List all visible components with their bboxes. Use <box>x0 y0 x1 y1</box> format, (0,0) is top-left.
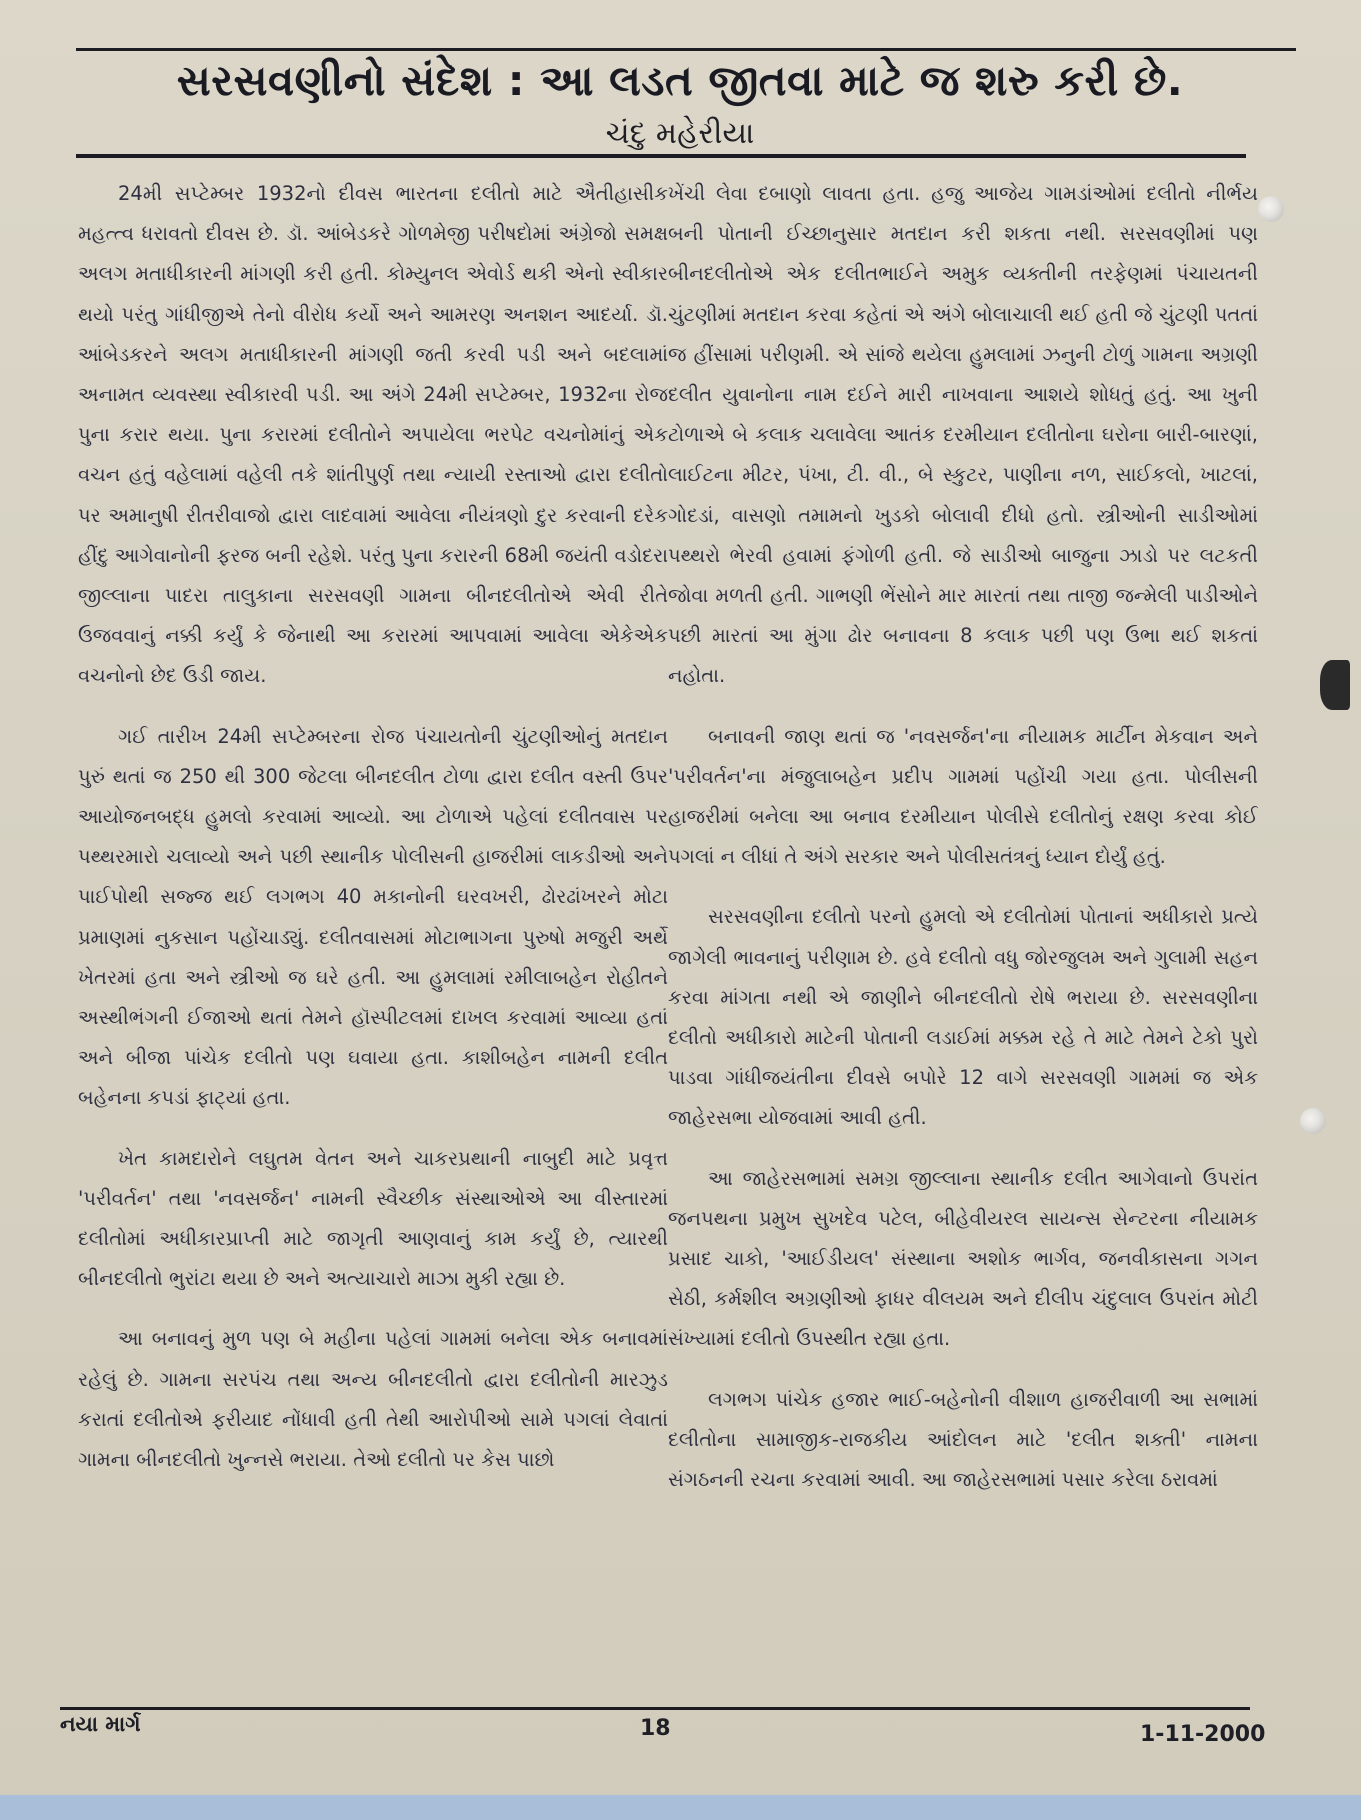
footer-rule <box>60 1707 1250 1710</box>
paragraph: આ બનાવનું મુળ પણ બે મહીના પહેલાં ગામમાં બનેલા એક બનાવમાં રહેલું છે. ગામના સરપંચ તથા અન્ય બીનદલીતો દ્વારા દલીતોની મારઝુડ કરાતાં દલીતોએ ફરીયાદ નોંધાવી હતી તેથી આરોપીઓ સામે પગલાં લેવાતાં ગામના બીનદલીતો ખુન્નસે ભરાયા. તેઓ દલીતો પર કેસ પાછો <box>78 1327 668 1472</box>
paragraph: આ જાહેરસભામાં સમગ્ર જીલ્લાના સ્થાનીક દલીત આગેવાનો ઉપરાંત જનપથના પ્રમુખ સુખદેવ પટેલ, બીહેવીયરલ સાયન્સ સેન્ટરના નીયામક પ્રસાદ ચાકો, 'આઈડીયલ' સંસ્થાના અશોક ભાર્ગવ, જનવીકાસના ગગન સેઠી, કર્મશીલ અગ્રણીઓ ફાધર વીલયમ અને દીલીપ ચંદુલાલ ઉપરાંત મોટી સંખ્યામાં દલીતો ઉપસ્થીત રહ્યા હતા. <box>668 1166 1258 1351</box>
staple-mark-icon <box>1258 196 1284 222</box>
paragraph: બનાવની જાણ થતાં જ 'નવસર્જન'ના નીયામક માર્ટીન મેકવાન અને 'પરીવર્તન'ના મંજુલાબહેન પ્રદીપ ગામમાં પહોંચી ગયા હતા. પોલીસની હાજરીમાં બનેલા આ બનાવ દરમીયાન પોલીસે દલીતોનું રક્ષણ કરવા કોઈ પગલાં ન લીધાં તે અંગે સરકાર અને પોલીસતંત્રનું ધ્યાન દોર્યું હતું. <box>668 724 1258 869</box>
paragraph: ખેત કામદારોને લઘુતમ વેતન અને ચાકરપ્રથાની નાબુદી માટે પ્રવૃત્ત 'પરીવર્તન' તથા 'નવસર્જન' નામની સ્વૈચ્છીક સંસ્થાઓએ આ વીસ્તારમાં દલીતોમાં અધીકારપ્રાપ્તી માટે જાગૃતી આણવાનું કામ કર્યું છે, ત્યારથી બીનદલીતો ભુરાંટા થયા છે અને અત્યાચારો માઝા મુકી રહ્યા છે. <box>78 1146 668 1291</box>
publication-name: નયા માર્ગ <box>60 1712 141 1736</box>
issue-date: 1-11-2000 <box>1140 1722 1266 1747</box>
author-byline: ચંદુ મહેરીયા <box>605 116 755 151</box>
right-column <box>668 174 1258 1694</box>
paragraph: 24મી સપ્ટેમ્બર 1932નો દીવસ ભારતના દલીતો માટે ઐતીહાસીક મહત્ત્વ ધરાવતો દીવસ છે. ડૉ. આંબેડકરે ગોળમેજી પરીષદોમાં અંગ્રેજો સમક્ષ અલગ મતાધીકારની માંગણી કરી હતી. કોમ્યુનલ એવોર્ડ થકી એનો સ્વીકાર થયો પરંતુ ગાંધીજીએ તેનો વીરોધ કર્યો અને આમરણ અનશન આદર્યા. ડૉ. આંબેડકરને અલગ મતાધીકારની માંગણી જતી કરવી પડી અને બદલામાં અનામત વ્યવસ્થા સ્વીકારવી પડી. આ અંગે 24મી સપ્ટેમ્બર, 1932ના રોજ પુના કરાર થયા. પુના કરારમાં દલીતોને અપાયેલા ભરપેટ વચનોમાંનું એક વચન હતું વહેલામાં વહેલી તકે શાંતીપુર્ણ તથા ન્યાયી રસ્તાઓ દ્વારા દલીતો પર અમાનુષી રીતરીવાજો દ્વારા લાદવામાં આવેલા નીયંત્રણો દુર કરવાની દરેક હીંદુ આગેવાનોની ફરજ બની રહેશે. પરંતુ પુના કરારની 68મી જયંતી વડોદરા જીલ્લાના પાદરા તાલુકાના સરસવણી ગામના બીનદલીતોએ એવી રીતે ઉજવવાનું નક્કી કર્યું કે જેનાથી આ કરારમાં આપવામાં આવેલા એકેએક વચનોનો છેદ ઉડી જાય. <box>78 182 668 688</box>
paragraph: ખેંચી લેવા દબાણો લાવતા હતા. હજુ આજેય ગામડાંઓમાં દલીતો નીર્ભય બની પોતાની ઈચ્છાનુસાર મતદાન કરી શકતા નથી. સરસવણીમાં પણ બીનદલીતોએ એક દલીતભાઈને અમુક વ્યક્તીની તરફેણમાં પંચાયતની ચુંટણીમાં મતદાન કરવા કહેતાં એ અંગે બોલાચાલી થઈ હતી જે ચુંટણી પતતાં જ હીંસામાં પરીણમી. એ સાંજે થયેલા હુમલામાં ઝનુની ટોળું ગામના અગ્રણી દલીત યુવાનોના નામ દઈને મારી નાખવાના આશયે શોધતું હતું. આ ખુની ટોળાએ બે કલાક ચલાવેલા આતંક દરમીયાન દલીતોના ઘરોના બારી-બારણાં, લાઈટના મીટર, પંખા, ટી. વી., બે સ્કુટર, પાણીના નળ, સાઈકલો, ખાટલાં, ગોદડાં, વાસણો તમામનો ખુડકો બોલાવી દીધો હતો. સ્ત્રીઓની સાડીઓમાં પથ્થરો ભેરવી હવામાં ફંગોળી હતી. જે સાડીઓ બાજુના ઝાડો પર લટકતી જોવા મળતી હતી. ગાભણી ભેંસોને માર મારતાં તથા તાજી જન્મેલી પાડીઓને પછી મારતાં આ મુંગા ઢોર બનાવના 8 કલાક પછી પણ ઉભા થઈ શકતાં નહોતા. <box>668 182 1258 688</box>
paragraph: ગઈ તારીખ 24મી સપ્ટેમ્બરના રોજ પંચાયતોની ચુંટણીઓનું મતદાન પુરું થતાં જ 250 થી 300 જેટલા બીનદલીત ટોળા દ્વારા દલીત વસ્તી ઉપર આયોજનબદ્ધ હુમલો કરવામાં આવ્યો. આ ટોળાએ પહેલાં દલીતવાસ પર પથ્થરમારો ચલાવ્યો અને પછી સ્થાનીક પોલીસની હાજરીમાં લાકડીઓ અને પાઈપોથી સજ્જ થઈ લગભગ 40 મકાનોની ઘરવખરી, ઢોરઢાંખરને મોટા પ્રમાણમાં નુકસાન પહોંચાડ્યું. દલીતવાસમાં મોટાભાગના પુરુષો મજુરી અર્થે ખેતરમાં હતા અને સ્ત્રીઓ જ ઘરે હતી. આ હુમલામાં રમીલાબહેન રોહીતને અસ્થીભંગની ઈજાઓ થતાં તેમને હૉસ્પીટલમાં દાખલ કરવામાં આવ્યા હતાં અને બીજા પાંચેક દલીતો પણ ઘવાયા હતા. કાશીબહેન નામની દલીત બહેનના કપડાં ફાટ્યાં હતા. <box>78 724 668 1110</box>
staple-mark-icon <box>1300 1108 1326 1134</box>
paragraph: સરસવણીના દલીતો પરનો હુમલો એ દલીતોમાં પોતાનાં અધીકારો પ્રત્યે જાગેલી ભાવનાનું પરીણામ છે. હવે દલીતો વધુ જોરજુલમ અને ગુલામી સહન કરવા માંગતા નથી એ જાણીને બીનદલીતો રોષે ભરાયા છે. સરસવણીના દલીતો અધીકારો માટેની પોતાની લડાઈમાં મક્કમ રહે તે માટે તેમને ટેકો પુરો પાડવા ગાંધીજયંતીના દીવસે બપોરે 12 વાગે સરસવણી ગામમાં જ એક જાહેરસભા યોજવામાં આવી હતી. <box>668 905 1258 1130</box>
scan-border <box>0 1795 1361 1820</box>
page-number: 18 <box>640 1716 671 1741</box>
paper-tear-mark <box>1320 660 1350 710</box>
header-rule <box>76 154 1246 158</box>
article-title: સરસવણીનો સંદેશ : આ લડત જીતવા માટે જ શરુ કરી છે. <box>176 56 1184 105</box>
paragraph: લગભગ પાંચેક હજાર ભાઈ-બહેનોની વીશાળ હાજરીવાળી આ સભામાં દલીતોના સામાજીક-રાજકીય આંદોલન માટે 'દલીત શક્તી' નામના સંગઠનની રચના કરવામાં આવી. આ જાહેરસભામાં પસાર કરેલા ઠરાવમાં <box>668 1387 1258 1492</box>
left-column <box>78 174 668 1694</box>
